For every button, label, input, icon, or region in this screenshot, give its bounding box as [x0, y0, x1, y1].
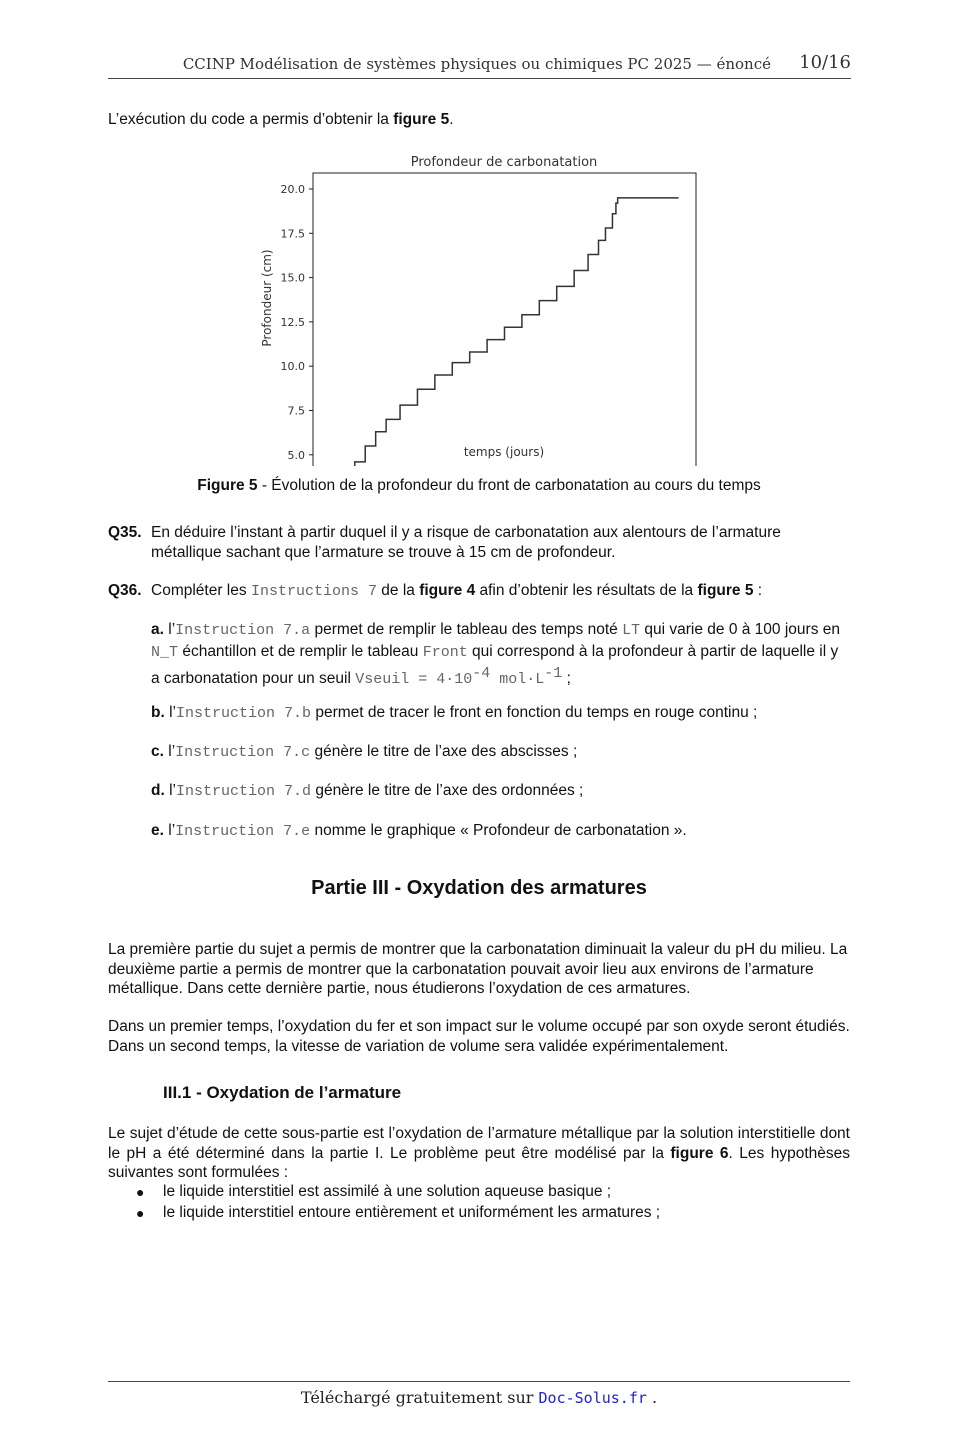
instruction-item-c: c. l’Instruction 7.c génère le titre de l’axe des abscisses ;	[151, 743, 578, 761]
y-axis-ticks	[281, 183, 314, 466]
bullet-item: le liquide interstitiel est assimilé à une solution aqueuse basique ;	[163, 1183, 612, 1200]
y-tick-label: 10.0	[280, 360, 305, 374]
series-line	[330, 198, 678, 466]
question-36	[108, 581, 850, 603]
question-label: Q35.	[108, 524, 142, 541]
instruction-item-b: b. l’Instruction 7.b permet de tracer le front en fonction du temps en rouge continu ;	[151, 704, 758, 722]
bullet-item: le liquide interstitiel entoure entièrement et uniformément les armatures ;	[163, 1204, 661, 1221]
chart-title: Profondeur de carbonatation	[410, 155, 598, 170]
paragraph-1: La première partie du sujet a permis de montrer que la carbonatation diminuait la valeur du pH du milieu. La deuxième partie a permis de montrer que la carbonatation pouvait avoir lieu aux environs de l’armature métallique. Dans cette dernière partie, nous étudierons l’oxydation de ces armatures.	[108, 941, 848, 997]
question-label: Q36.	[108, 582, 142, 599]
footer-text: Téléchargé gratuitement sur	[300, 1388, 539, 1407]
bullet-marker: ●	[136, 1205, 145, 1221]
question-text: En déduire l’instant à partir duquel il y a risque de carbonatation aux alentours de l’armature métallique sachant que l’armature se trouve à 15 cm de profondeur.	[151, 524, 781, 561]
header-title: CCINP Modélisation de systèmes physiques ou chimiques PC 2025 — énoncé	[182, 55, 771, 73]
intro-figure-ref: figure 5	[393, 111, 450, 128]
carbonation-chart	[240, 148, 720, 466]
paragraph-3: Le sujet d’étude de cette sous-partie est l’oxydation de l’armature métallique par la solution interstitielle dont le pH a été déterminé dans la partie I. Le problème peut être modélisé par la figure 6. Les hypothèses suivantes sont formulées :	[108, 1125, 850, 1181]
intro-text: L’exécution du code a permis d’obtenir la	[108, 111, 394, 128]
intro-paragraph	[108, 110, 850, 130]
y-tick-label: 12.5	[280, 315, 305, 329]
y-tick-label: 5.0	[287, 448, 305, 462]
footer-divider	[108, 1381, 850, 1382]
paragraph-2: Dans un premier temps, l’oxydation du fer et son impact sur le volume occupé par son oxyde seront étudiés. Dans un second temps, la vitesse de variation de volume sera validée expérimentalement.	[108, 1018, 850, 1055]
instruction-item-d: d. l’Instruction 7.d génère le titre de l’axe des ordonnées ;	[151, 782, 584, 800]
intro-end: .	[449, 111, 454, 128]
section-title: Partie III - Oxydation des armatures	[311, 877, 647, 899]
footer-link[interactable]: Doc-Solus.fr	[538, 1389, 647, 1407]
y-axis-label: Profondeur (cm)	[260, 249, 274, 347]
plot-frame	[313, 173, 696, 466]
page-footer: Téléchargé gratuitement sur Doc-Solus.fr .	[300, 1388, 658, 1407]
y-tick-label: 15.0	[280, 271, 305, 285]
subsection-title: III.1 - Oxydation de l’armature	[163, 1083, 402, 1102]
figure-5-caption	[0, 477, 958, 495]
page-header	[108, 52, 851, 79]
caption-label: Figure 5	[197, 477, 258, 494]
question-text: Compléter les Instructions 7 de la figure 4 afin d’obtenir les résultats de la figure 5 :	[151, 582, 763, 600]
page-number: 10/16	[799, 52, 851, 73]
instruction-item-e: e. l’Instruction 7.e nomme le graphique « Profondeur de carbonatation ».	[151, 822, 687, 840]
instruction-item-a: a. l’Instruction 7.a permet de remplir le tableau des temps noté LT qui varie de 0 à 100 jours en N_T échantillon et de remplir le tableau Front qui correspond à la profondeur à partir de laquelle il y a carbonatation pour un seuil Vseuil = $4\cdot 10^{-4}$ $mol\cdot L^{-1}$ ;	[151, 621, 840, 689]
bullet-marker: ●	[136, 1184, 145, 1200]
y-tick-label: 7.5	[287, 404, 305, 418]
caption-text: - Évolution de la profondeur du front de carbonatation au cours du temps	[257, 477, 761, 494]
x-axis-label: temps (jours)	[463, 445, 545, 459]
question-35	[108, 523, 850, 565]
y-tick-label: 17.5	[280, 227, 305, 241]
y-tick-label: 20.0	[280, 182, 305, 196]
